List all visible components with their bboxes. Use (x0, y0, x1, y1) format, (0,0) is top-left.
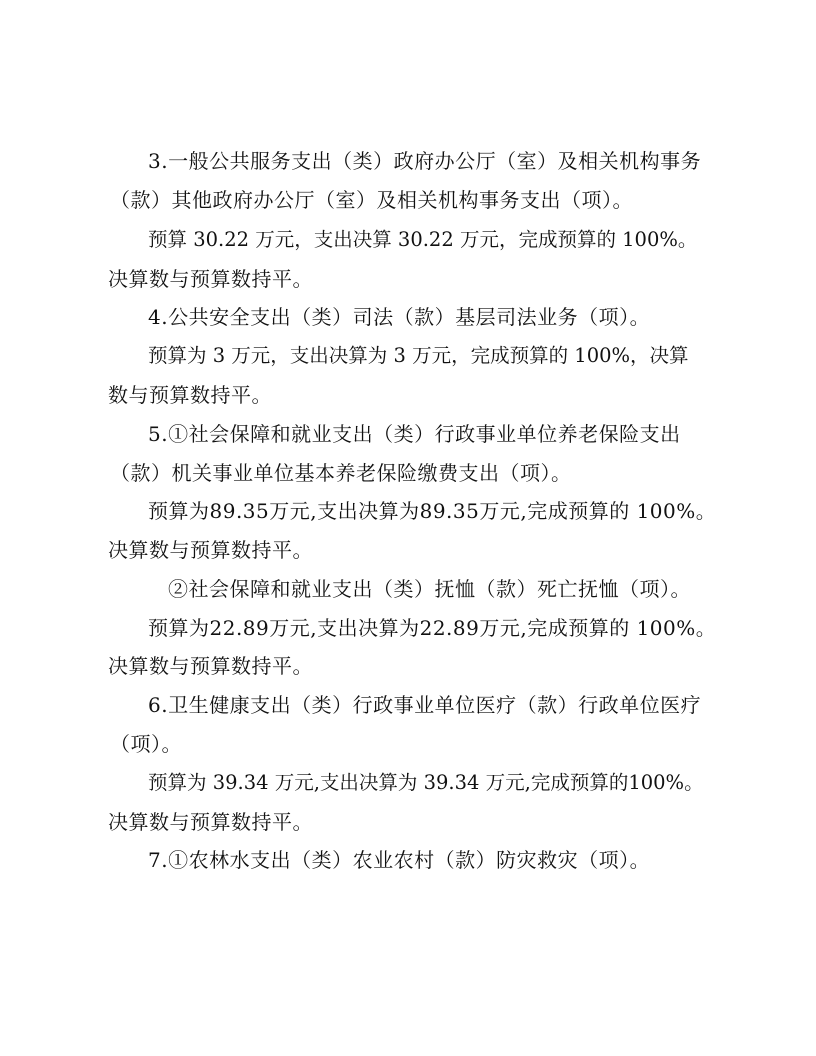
paragraph-line: （款）其他政府办公厅（室）及相关机构事务支出（项）。 (110, 188, 633, 212)
paragraph-line: 预算为 39.34 万元,支出决算为 39.34 万元,完成预算的100%。 (148, 771, 704, 794)
paragraph-line: 决算数与预算数持平。 (108, 654, 313, 678)
paragraph-line: （项）。 (110, 732, 182, 756)
paragraph-line: ②社会保障和就业支出（类）抚恤（款）死亡抚恤（项）。 (168, 577, 691, 601)
paragraph-line: 5.①社会保障和就业支出（类）行政事业单位养老保险支出 (148, 422, 681, 446)
paragraph-line: 预算为 3 万元，支出决算为 3 万元，完成预算的 100%，决算 (148, 344, 689, 367)
paragraph-line: 预算为89.35万元,支出决算为89.35万元,完成预算的 100%。 (148, 499, 717, 523)
paragraph-line: 7.①农林水支出（类）农业农村（款）防灾救灾（项）。 (148, 848, 651, 872)
paragraph-line: 6.卫生健康支出（类）行政事业单位医疗（款）行政单位医疗 (148, 693, 702, 717)
paragraph-line: （款）机关事业单位基本养老保险缴费支出（项）。 (110, 461, 572, 485)
paragraph-line: 决算数与预算数持平。 (108, 538, 313, 562)
paragraph-line: 3.一般公共服务支出（类）政府办公厅（室）及相关机构事务 (148, 149, 702, 173)
paragraph-line: 决算数与预算数持平。 (108, 810, 313, 834)
paragraph-line: 预算为22.89万元,支出决算为22.89万元,完成预算的 100%。 (148, 616, 717, 640)
paragraph-line: 预算 30.22 万元，支出决算 30.22 万元，完成预算的 100%。 (148, 228, 698, 251)
paragraph-line: 决算数与预算数持平。 (108, 267, 313, 291)
paragraph-line: 数与预算数持平。 (108, 383, 272, 407)
paragraph-line: 4.公共安全支出（类）司法（款）基层司法业务（项）。 (148, 305, 651, 329)
